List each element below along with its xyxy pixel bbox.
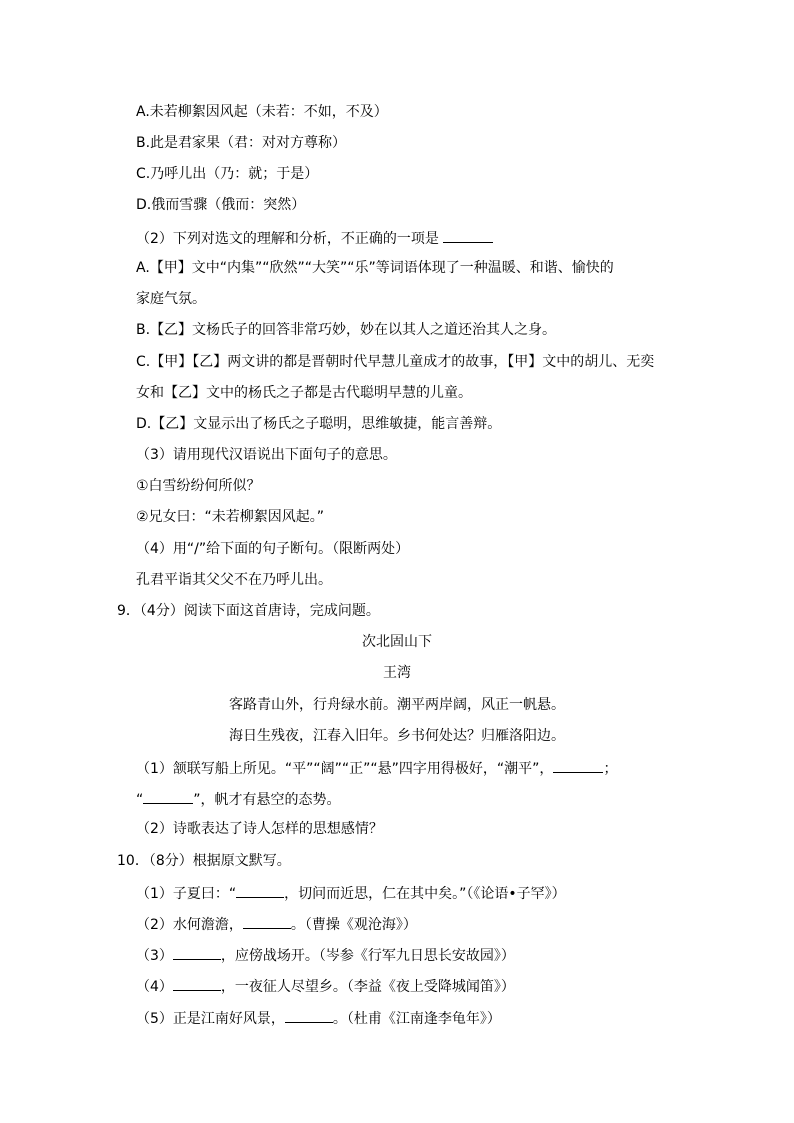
poem-line-1: 客路青山外，行舟绿水前。潮平两岸阔，风正一帆悬。 [229, 697, 565, 713]
answer-blank [443, 228, 493, 243]
q8-sub2-option-a-line2: 家庭气氛。 [136, 291, 206, 307]
q8-sub3-prompt: （3）请用现代汉语说出下面句子的意思。 [136, 447, 397, 463]
q9-heading: 9．（4分）阅读下面这首唐诗，完成问题。 [117, 603, 380, 619]
q9-sub2: （2）诗歌表达了诗人怎样的思想感情？ [136, 821, 383, 837]
q8-option-b: B.此是君家果（君：对对方尊称） [136, 135, 347, 151]
q9-sub1-text-d: ”，帆才有悬空的态势。 [193, 792, 341, 808]
q10-item1 [136, 883, 566, 903]
q10-heading: 10．（8分）根据原文默写。 [117, 853, 291, 869]
q8-option-a: A.未若柳絮因风起（未若：不如，不及） [136, 104, 388, 120]
q9-sub1-text-b: ； [603, 761, 618, 777]
q9-sub1-text-c: “ [136, 792, 144, 808]
q8-sub3-item2: ②兄女曰：“未若柳絮因风起。” [136, 509, 325, 525]
q8-sub2-prompt-text: （2）下列对选文的理解和分析，不正确的一项是 [136, 231, 444, 247]
answer-blank [243, 914, 291, 929]
q10-item4-b: ，一夜征人尽望乡。（李益《夜上受降城闻笛》） [220, 979, 515, 995]
q8-option-c: C.乃呼儿出（乃：就；于是） [136, 166, 319, 182]
q10-item3 [136, 945, 515, 965]
q8-option-d: D.俄而雪骤（俄而：突然） [136, 197, 306, 213]
q10-item2 [136, 914, 417, 934]
q10-item2-a: （2）水何澹澹， [136, 917, 243, 933]
q10-item2-b: 。（曹操《观沧海》） [290, 917, 417, 933]
q10-item5 [136, 1008, 501, 1028]
q8-sub2-option-b: B.【乙】文杨氏子的回答非常巧妙，妙在以其人之道还治其人之身。 [136, 322, 557, 338]
q10-item3-b: ，应傍战场开。（岑参《行军九日思长安故园》） [220, 948, 515, 964]
q8-sub2-prompt [136, 228, 493, 248]
q8-sub2-option-c-line2: 女和【乙】文中的杨氏之子都是古代聪明早慧的儿童。 [136, 385, 472, 401]
q8-sub4-prompt: （4）用“/”给下面的句子断句。（限断两处） [136, 541, 410, 557]
answer-blank [173, 945, 221, 960]
q9-sub1-line1 [136, 758, 617, 778]
q10-item4-a: （4） [136, 979, 173, 995]
q10-item4 [136, 976, 515, 996]
q8-sub2-option-c-line1: C.【甲】【乙】两文讲的都是晋朝时代早慧儿童成才的故事，【甲】文中的胡儿、无奕 [136, 354, 655, 370]
poem-title: 次北固山下 [362, 634, 432, 650]
q8-sub2-option-d: D.【乙】文显示出了杨氏之子聪明，思维敏捷，能言善辩。 [136, 416, 502, 432]
poem-author: 王湾 [383, 665, 411, 681]
answer-blank [143, 789, 193, 804]
answer-blank [236, 883, 284, 898]
q10-item5-a: （5）正是江南好风景， [136, 1011, 285, 1027]
q10-item1-b: ，切问而近思，仁在其中矣。”（《论语•子罕》） [284, 886, 566, 902]
q10-item3-a: （3） [136, 948, 173, 964]
q10-item5-b: 。（杜甫《江南逢李龟年》） [332, 1011, 501, 1027]
q8-sub3-item1: ①白雪纷纷何所似？ [136, 478, 261, 494]
q8-sub4-text: 孔君平诣其父父不在乃呼儿出。 [136, 572, 332, 588]
answer-blank [553, 758, 603, 773]
answer-blank [173, 976, 221, 991]
q8-sub2-option-a-line1: A.【甲】文中“内集”“欣然”“大笑”“乐”等词语体现了一种温暖、和谐、愉快的 [136, 260, 614, 276]
answer-blank [285, 1008, 333, 1023]
q9-sub1-line2 [136, 789, 341, 809]
q10-item1-a: （1）子夏曰：“ [136, 886, 237, 902]
poem-line-2: 海日生残夜，江春入旧年。乡书何处达？归雁洛阳边。 [229, 728, 565, 744]
q9-sub1-text-a: （1）颔联写船上所见。“平”“阔”“正”“悬”四字用得极好，“潮平”， [136, 761, 554, 777]
